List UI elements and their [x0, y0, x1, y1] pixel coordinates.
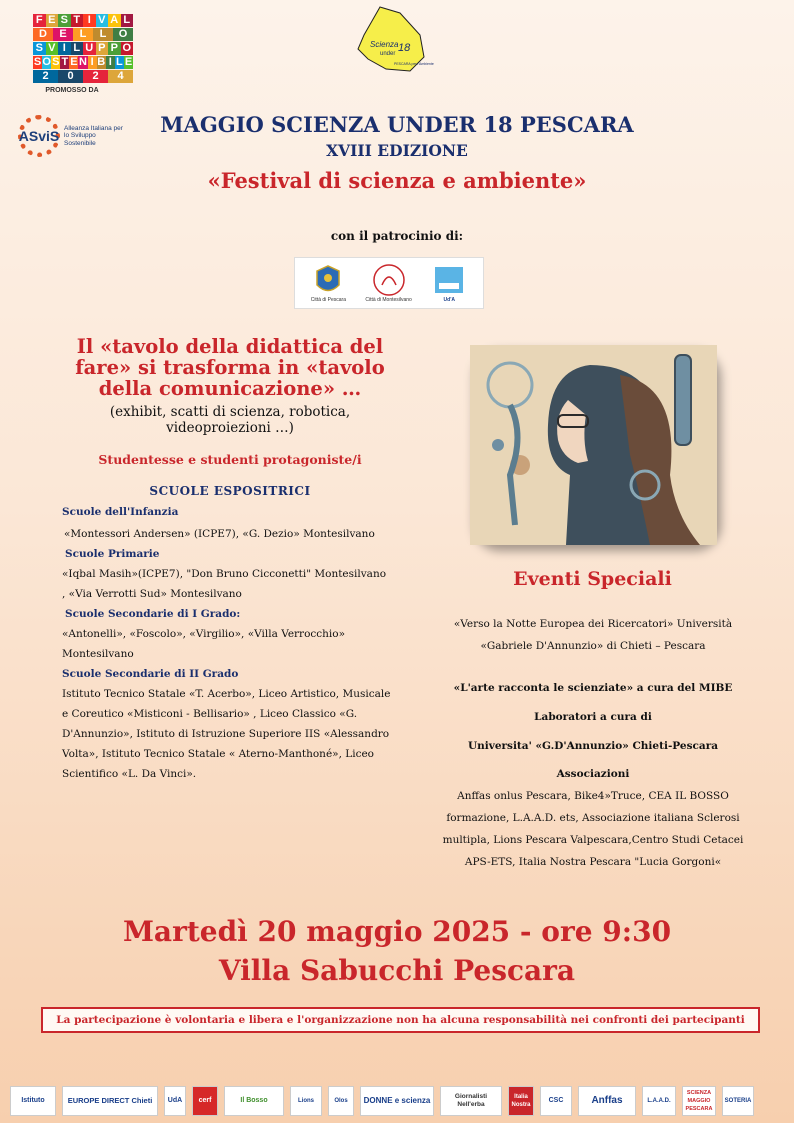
festival-logo-letter: N [79, 56, 87, 68]
festival-logo-letter: B [97, 56, 106, 68]
festival-logo-letter: T [71, 14, 84, 27]
edition: XVIII EDIZIONE [326, 141, 468, 160]
footer-logo: Italia Nostra [508, 1086, 534, 1116]
patrocinio-logos [294, 257, 484, 309]
asvis-name: ASviS [18, 128, 60, 144]
promosso-label: PROMOSSO DA [45, 87, 99, 94]
scientist-illustration [470, 345, 717, 545]
patrocinio-label: con il patrocinio di: [330, 229, 464, 243]
festival-logo-letter: E [46, 14, 59, 27]
scienza-under18-logo [350, 5, 434, 75]
festival-logo-letter: I [88, 56, 97, 69]
event-place: Villa Sabucchi Pescara [218, 954, 576, 987]
festival-logo-letter: U [83, 42, 96, 55]
footer-logo: Anffas [578, 1086, 636, 1116]
footer-logos [10, 1084, 786, 1118]
main-title: MAGGIO SCIENZA UNDER 18 PESCARA [160, 112, 634, 137]
school-heading: Scuole Secondarie di I Grado: [65, 608, 241, 620]
footer-logo: cerf [192, 1086, 218, 1116]
school-text: Istituto Tecnico Statale «T. Acerbo», Liceo Artistico, Musicale e Coreutico «Misticoni - Bellisario» , Liceo Classico «G. D'Annunzio», Istituto di Istruzione Superiore IIS «Alessandro Volta», Istituto Tecnico Statale « Aterno-Manthoné», Liceo Scientifico «L. Da Vinci». [62, 688, 391, 780]
associazioni-heading: Associazioni [556, 768, 630, 780]
school-heading: Scuole Secondarie di II Grado [62, 668, 239, 680]
arte-text: «L'arte racconta le scienziate» a cura del MIBE [453, 682, 733, 694]
footer-logo: Istituto [10, 1086, 56, 1116]
festival-logo-letter: S [33, 42, 46, 55]
festival-logo-letter: S [33, 56, 42, 68]
festival-logo-line [33, 56, 133, 69]
festival-logo-letter: E [53, 28, 73, 41]
montesilvano-logo-icon [372, 263, 406, 297]
uda-logo-icon [431, 263, 467, 297]
logo-line2: under [380, 51, 396, 57]
festival-logo-letter: P [108, 42, 121, 55]
school-heading: Scuole Primarie [65, 548, 160, 560]
pescara-logo-label: Città di Pescara [310, 297, 346, 303]
school-text: «Iqbal Masih»(ICPE7), "Don Bruno Cicconetti" Montesilvano , «Via Verrotti Sud» Montesilvano [62, 568, 387, 600]
festival-logo-letter: E [124, 56, 133, 68]
espositrici-heading: SCUOLE ESPOSITRICI [149, 484, 311, 498]
pescara-logo [311, 263, 346, 303]
festival-logo-letter: D [33, 28, 53, 41]
footer-logo: L.A.A.D. [642, 1086, 676, 1116]
festival-logo-letter: L [116, 56, 123, 68]
festival-logo-letter: P [96, 42, 109, 55]
lead-subtext: (exhibit, scatti di scienza, robotica, videoproiezioni …) [109, 404, 351, 436]
footer-logo: SCIENZA MAGGIO PESCARA [682, 1086, 716, 1116]
festival-logo-letter: L [121, 14, 134, 27]
festival-logo-letter: 4 [108, 70, 133, 83]
verso-notte-text: «Verso la Notte Europea dei Ricercatori» Università «Gabriele D'Annunzio» di Chieti – Pescara [453, 618, 733, 652]
montesilvano-logo [365, 263, 411, 303]
festival-logo-letter: A [108, 14, 121, 27]
footer-logo: EUROPE DIRECT Chieti [62, 1086, 158, 1116]
footer-logo: CSC [540, 1086, 572, 1116]
uda-logo-label: Ud'A [443, 297, 455, 303]
festival-logo-letter: 0 [58, 70, 83, 83]
disclaimer-box [41, 1007, 760, 1033]
schools-list [62, 506, 392, 784]
festival-logo-line [33, 70, 133, 83]
festival-logo [33, 14, 133, 84]
disclaimer-text: La partecipazione è volontaria e libera e l'organizzazione non ha alcuna responsabilità nei confronti dei partecipanti [56, 1014, 745, 1026]
logo-line1: Scienza [370, 40, 399, 49]
festival-title: «Festival di scienza e ambiente» [207, 168, 587, 193]
festival-logo-letter: V [96, 14, 109, 27]
festival-logo-letter: I [83, 14, 96, 27]
festival-logo-line [33, 42, 133, 55]
uda-logo [431, 263, 467, 303]
logo-num: 18 [398, 42, 411, 54]
festival-logo-letter: F [33, 14, 46, 27]
footer-logo: Il Bosso [224, 1086, 284, 1116]
asvis-subtitle: Alleanza Italiana per lo Sviluppo Sostenibile [64, 124, 123, 147]
festival-logo-letter: I [58, 42, 71, 55]
footer-logo: Olos [328, 1086, 354, 1116]
festival-logo-letter: L [73, 28, 93, 41]
laboratori-text: Laboratori a cura di [534, 711, 652, 723]
footer-logo: Giornalisti Nell'erba [440, 1086, 502, 1116]
pescara-crest-icon [314, 263, 342, 297]
protagonists-text: Studentesse e studenti protagoniste/i [98, 452, 362, 467]
festival-logo-letter: S [58, 14, 71, 27]
festival-logo-line [33, 14, 133, 27]
festival-logo-letter: E [70, 56, 78, 68]
school-heading: Scuole dell'Infanzia [62, 506, 179, 518]
festival-logo-letter: I [106, 56, 115, 69]
associazioni-text: Anffas onlus Pescara, Bike4»Truce, CEA IL BOSSO formazione, L.A.A.D. ets, Associazione italiana Sclerosi multipla, Lions Pescara Valpescara,Centro Studi Cetacei APS-ETS, Italia Nostra Pescara "Lucia Gorgoni« [442, 790, 744, 868]
footer-logo: Lions [290, 1086, 322, 1116]
footer-logo: UdA [164, 1086, 186, 1116]
festival-logo-letter: V [46, 42, 59, 55]
festival-logo-letter: 2 [83, 70, 108, 83]
festival-logo-letter: O [122, 42, 132, 54]
festival-logo-line [33, 28, 133, 41]
festival-logo-letter: T [61, 56, 69, 68]
festival-logo-letter: 2 [33, 70, 58, 83]
school-text: «Montessori Andersen» (ICPE7), «G. Dezio» Montesilvano [64, 528, 375, 540]
school-text: «Antonelli», «Foscolo», «Virgilio», «Villa Verrocchio» Montesilvano [62, 628, 346, 660]
festival-logo-letter: L [71, 42, 84, 55]
festival-logo-letter: O [113, 28, 133, 41]
footer-logo: SOTERIA [722, 1086, 754, 1116]
festival-logo-letter: S [52, 56, 60, 68]
event-date: Martedì 20 maggio 2025 - ore 9:30 [122, 915, 672, 948]
festival-logo-letter: L [93, 28, 113, 41]
universita-text: Universita' «G.D'Annunzio» Chieti-Pescara [467, 740, 719, 752]
montesilvano-logo-label: Città di Montesilvano [365, 297, 412, 303]
logo-sub: PESCARA per l'Ambiente [394, 62, 434, 66]
footer-logo: DONNE e scienza [360, 1086, 434, 1116]
lead-text: Il «tavolo della didattica del fare» si trasforma in «tavolo della comunicazione» … [75, 335, 385, 400]
festival-logo-letter: O [42, 56, 51, 68]
scientist-portrait-icon [470, 345, 717, 545]
eventi-title: Eventi Speciali [513, 568, 672, 590]
